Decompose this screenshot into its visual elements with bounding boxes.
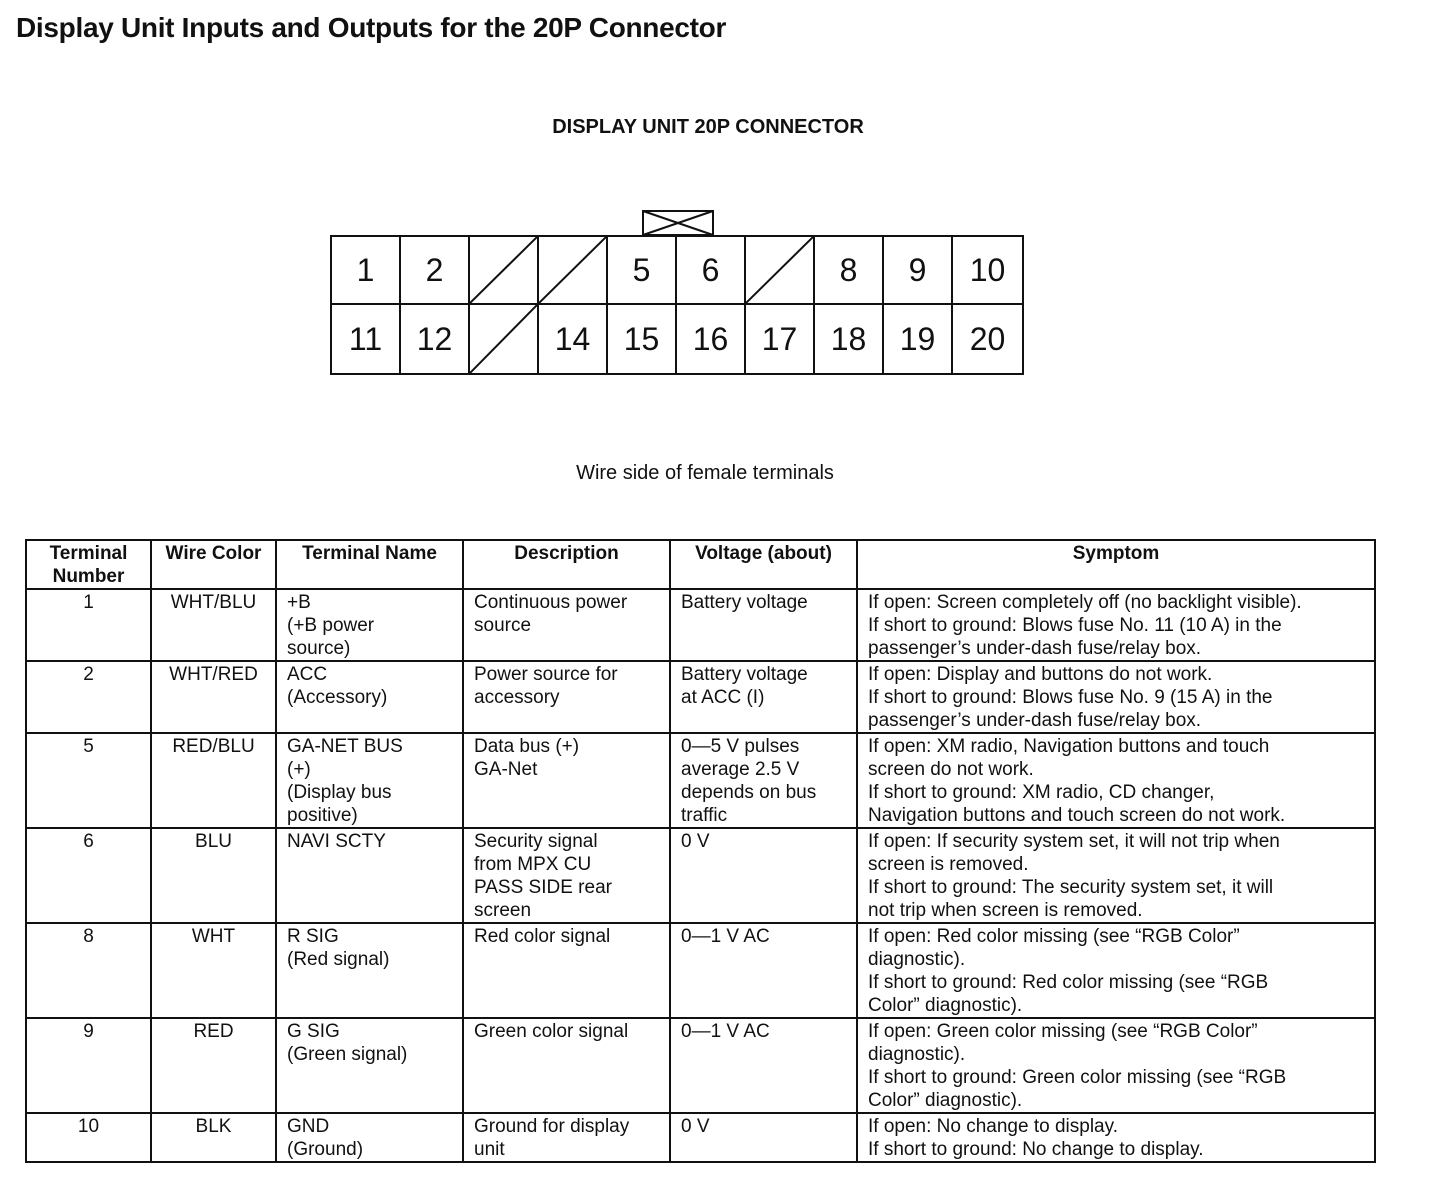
pin-label: 5 bbox=[608, 237, 677, 305]
terminal-number-cell: 1 bbox=[26, 589, 151, 661]
symptom-cell-line: If open: Red color missing (see “RGB Color” bbox=[868, 926, 1240, 947]
terminal-name-cell-line: (+B power bbox=[287, 615, 375, 636]
voltage-cell-line: 0—1 V AC bbox=[681, 1021, 770, 1042]
connector-caption: Wire side of female terminals bbox=[576, 462, 834, 484]
table-row bbox=[26, 828, 1375, 923]
table-row bbox=[26, 589, 1375, 661]
description-cell-line: unit bbox=[474, 1139, 505, 1160]
symptom-cell-line: If open: If security system set, it will not trip when bbox=[868, 831, 1280, 852]
symptom-cell-line: If open: Green color missing (see “RGB Color” bbox=[868, 1021, 1258, 1042]
terminal-name-cell-line: R SIG bbox=[287, 926, 339, 947]
symptom-cell-line: diagnostic). bbox=[868, 949, 966, 970]
voltage-cell bbox=[670, 1113, 857, 1162]
symptom-cell-line: If short to ground: Red color missing (see “RGB bbox=[868, 972, 1269, 993]
symptom-cell-line: screen do not work. bbox=[868, 759, 1034, 780]
symptom-cell-line: If short to ground: Blows fuse No. 11 (10 A) in the bbox=[868, 615, 1282, 636]
pin-label: 1 bbox=[332, 237, 401, 305]
voltage-cell bbox=[670, 661, 857, 733]
terminal-name-cell-line: NAVI SCTY bbox=[287, 831, 386, 852]
pin-label: 6 bbox=[677, 237, 746, 305]
voltage-cell-line: Battery voltage bbox=[681, 592, 808, 613]
voltage-cell-line: 0—5 V pulses bbox=[681, 736, 800, 757]
terminal-name-cell bbox=[276, 828, 463, 923]
symptom-cell-line: Navigation buttons and touch screen do not work. bbox=[868, 805, 1286, 826]
terminal-name-cell bbox=[276, 923, 463, 1018]
terminal-name-cell-line: GA-NET BUS bbox=[287, 736, 403, 757]
unused-pin bbox=[470, 237, 539, 305]
symptom-cell bbox=[857, 828, 1375, 923]
connector-diagram bbox=[330, 210, 1024, 376]
description-cell-line: Power source for bbox=[474, 664, 618, 685]
voltage-cell bbox=[670, 1018, 857, 1113]
symptom-cell-line: passenger’s under-dash fuse/relay box. bbox=[868, 638, 1202, 659]
connector-latch-icon bbox=[642, 210, 714, 236]
terminal-number-cell: 10 bbox=[26, 1113, 151, 1162]
unused-pin bbox=[539, 237, 608, 305]
symptom-cell-line: If open: XM radio, Navigation buttons and touch bbox=[868, 736, 1270, 757]
terminal-number-cell: 6 bbox=[26, 828, 151, 923]
terminal-name-cell-line: GND bbox=[287, 1116, 330, 1137]
terminal-name-cell-line: (Display bus bbox=[287, 782, 392, 803]
pin-label: 2 bbox=[401, 237, 470, 305]
pin-label: 18 bbox=[815, 305, 884, 373]
wire-color-cell: WHT bbox=[151, 923, 276, 1018]
terminal-number-cell: 8 bbox=[26, 923, 151, 1018]
symptom-cell bbox=[857, 1113, 1375, 1162]
pin-label: 11 bbox=[332, 305, 401, 373]
symptom-cell bbox=[857, 1018, 1375, 1113]
unused-pin-slash-icon bbox=[470, 237, 537, 303]
voltage-cell-line: 0 V bbox=[681, 831, 710, 852]
voltage-cell-line: average 2.5 V bbox=[681, 759, 800, 780]
symptom-cell-line: If short to ground: XM radio, CD changer, bbox=[868, 782, 1215, 803]
description-cell bbox=[463, 733, 670, 828]
description-cell bbox=[463, 1018, 670, 1113]
unused-pin-slash-icon bbox=[746, 237, 813, 303]
terminal-name-cell bbox=[276, 661, 463, 733]
page-title: Display Unit Inputs and Outputs for the 20P Connector bbox=[16, 12, 727, 43]
description-cell-line: screen bbox=[474, 900, 532, 921]
description-cell-line: Continuous power bbox=[474, 592, 628, 613]
unused-pin-slash-icon bbox=[470, 305, 537, 373]
voltage-cell bbox=[670, 733, 857, 828]
pin-label: 10 bbox=[953, 237, 1022, 305]
description-cell-line: Ground for display bbox=[474, 1116, 630, 1137]
wire-color-cell: WHT/RED bbox=[151, 661, 276, 733]
wire-color-cell: BLK bbox=[151, 1113, 276, 1162]
description-cell-line: source bbox=[474, 615, 532, 636]
table-row bbox=[26, 923, 1375, 1018]
terminal-name-cell-line: (+) bbox=[287, 759, 311, 780]
unused-pin bbox=[470, 305, 539, 373]
terminal-name-cell bbox=[276, 1113, 463, 1162]
voltage-cell bbox=[670, 923, 857, 1018]
voltage-cell-line: 0—1 V AC bbox=[681, 926, 770, 947]
table-row bbox=[26, 733, 1375, 828]
description-cell bbox=[463, 923, 670, 1018]
voltage-cell-line: Battery voltage bbox=[681, 664, 808, 685]
description-cell-line: Red color signal bbox=[474, 926, 611, 947]
wire-color-cell: BLU bbox=[151, 828, 276, 923]
symptom-cell-line: If short to ground: Green color missing (see “RGB bbox=[868, 1067, 1287, 1088]
symptom-cell-line: not trip when screen is removed. bbox=[868, 900, 1143, 921]
wire-color-cell: RED/BLU bbox=[151, 733, 276, 828]
terminal-name-cell-line: G SIG bbox=[287, 1021, 340, 1042]
symptom-cell-line: Color” diagnostic). bbox=[868, 995, 1023, 1016]
terminal-number-cell: 5 bbox=[26, 733, 151, 828]
terminal-name-cell-line: ACC bbox=[287, 664, 328, 685]
description-cell-line: Security signal bbox=[474, 831, 598, 852]
symptom-cell-line: If short to ground: Blows fuse No. 9 (15 A) in the bbox=[868, 687, 1273, 708]
pin-label: 14 bbox=[539, 305, 608, 373]
symptom-cell-line: Color” diagnostic). bbox=[868, 1090, 1023, 1111]
description-cell-line: from MPX CU bbox=[474, 854, 592, 875]
description-cell bbox=[463, 589, 670, 661]
pin-label: 12 bbox=[401, 305, 470, 373]
voltage-cell-line: at ACC (I) bbox=[681, 687, 765, 708]
symptom-cell bbox=[857, 923, 1375, 1018]
description-cell-line: Data bus (+) bbox=[474, 736, 580, 757]
table-row bbox=[26, 1018, 1375, 1113]
pin-label: 8 bbox=[815, 237, 884, 305]
symptom-cell-line: screen is removed. bbox=[868, 854, 1029, 875]
terminal-number-cell: 9 bbox=[26, 1018, 151, 1113]
description-cell-line: Green color signal bbox=[474, 1021, 629, 1042]
symptom-cell bbox=[857, 589, 1375, 661]
unused-pin bbox=[746, 237, 815, 305]
terminal-name-cell-line: +B bbox=[287, 592, 311, 613]
symptom-cell-line: If short to ground: No change to display. bbox=[868, 1139, 1204, 1160]
terminal-name-cell-line: (Accessory) bbox=[287, 687, 388, 708]
description-cell bbox=[463, 828, 670, 923]
description-cell-line: accessory bbox=[474, 687, 560, 708]
description-cell bbox=[463, 661, 670, 733]
pin-label: 19 bbox=[884, 305, 953, 373]
terminal-name-cell-line: source) bbox=[287, 638, 351, 659]
symptom-cell-line: If short to ground: The security system set, it will bbox=[868, 877, 1274, 898]
symptom-cell-line: If open: Screen completely off (no backlight visible). bbox=[868, 592, 1302, 613]
voltage-cell-line: depends on bus bbox=[681, 782, 817, 803]
description-cell-line: PASS SIDE rear bbox=[474, 877, 612, 898]
header-terminal-name: Terminal Name bbox=[276, 540, 463, 589]
pin-label: 15 bbox=[608, 305, 677, 373]
pin-label: 9 bbox=[884, 237, 953, 305]
connector-heading: DISPLAY UNIT 20P CONNECTOR bbox=[552, 116, 864, 138]
description-cell-line: GA-Net bbox=[474, 759, 538, 780]
table-header-row bbox=[26, 540, 1375, 589]
unused-pin-slash-icon bbox=[539, 237, 606, 303]
io-table bbox=[25, 539, 1376, 1163]
table-row bbox=[26, 661, 1375, 733]
voltage-cell-line: traffic bbox=[681, 805, 728, 826]
symptom-cell bbox=[857, 661, 1375, 733]
voltage-cell bbox=[670, 828, 857, 923]
connector-pin-grid bbox=[330, 235, 1024, 375]
terminal-name-cell bbox=[276, 733, 463, 828]
pin-label: 20 bbox=[969, 320, 1006, 357]
terminal-name-cell-line: (Ground) bbox=[287, 1139, 364, 1160]
symptom-cell-line: passenger’s under-dash fuse/relay box. bbox=[868, 710, 1202, 731]
voltage-cell-line: 0 V bbox=[681, 1116, 710, 1137]
symptom-cell-line: If open: Display and buttons do not work. bbox=[868, 664, 1213, 685]
header-terminal-number: Terminal Number bbox=[26, 540, 151, 589]
header-symptom: Symptom bbox=[857, 540, 1375, 589]
terminal-name-cell-line: positive) bbox=[287, 805, 358, 826]
symptom-cell-line: If open: No change to display. bbox=[868, 1116, 1118, 1137]
pin-label: 17 bbox=[746, 305, 815, 373]
symptom-cell bbox=[857, 733, 1375, 828]
terminal-name-cell-line: (Green signal) bbox=[287, 1044, 408, 1065]
voltage-cell bbox=[670, 589, 857, 661]
header-wire-color: Wire Color bbox=[151, 540, 276, 589]
table-row bbox=[26, 1113, 1375, 1162]
terminal-name-cell bbox=[276, 589, 463, 661]
wire-color-cell: RED bbox=[151, 1018, 276, 1113]
pin-label: 16 bbox=[677, 305, 746, 373]
header-description: Description bbox=[463, 540, 670, 589]
header-voltage: Voltage (about) bbox=[670, 540, 857, 589]
terminal-name-cell bbox=[276, 1018, 463, 1113]
symptom-cell-line: diagnostic). bbox=[868, 1044, 966, 1065]
terminal-name-cell-line: (Red signal) bbox=[287, 949, 390, 970]
terminal-number-cell: 2 bbox=[26, 661, 151, 733]
wire-color-cell: WHT/BLU bbox=[151, 589, 276, 661]
description-cell bbox=[463, 1113, 670, 1162]
